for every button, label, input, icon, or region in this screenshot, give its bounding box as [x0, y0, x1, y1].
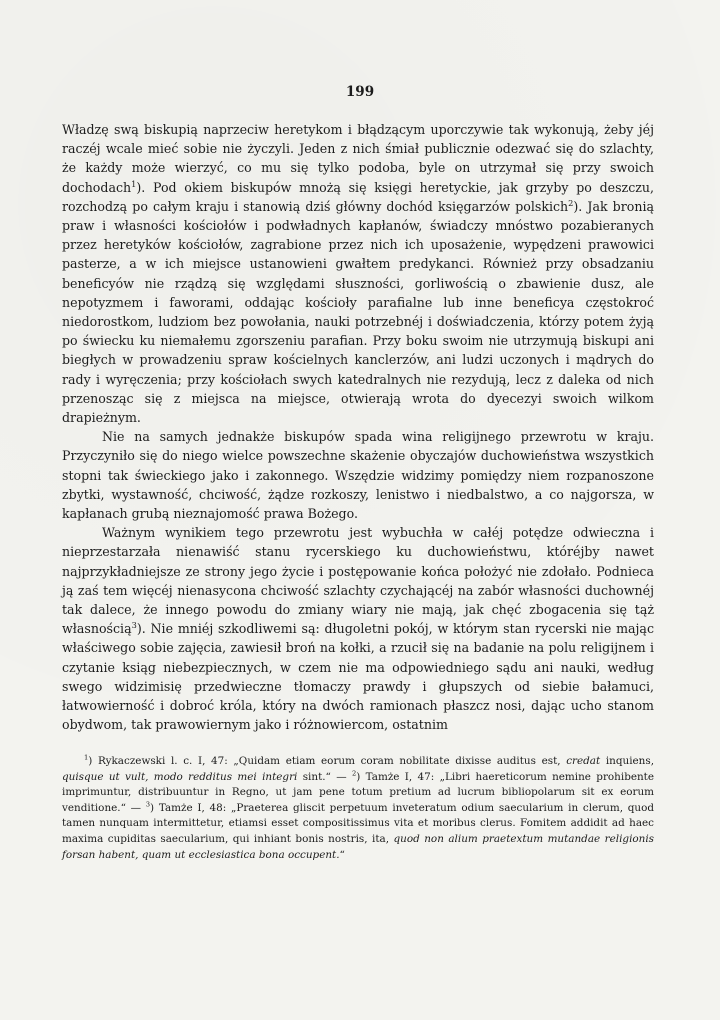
footnotes: [62, 754, 654, 863]
footnote-marker: 1: [84, 753, 89, 762]
paragraph: [62, 427, 654, 523]
text-run: “: [339, 848, 345, 861]
text-run: ) Tamże I, 48: „Praeterea gliscit perpetuum inveteratum odium saecularium in clerum, quod tamen nunquam intermittetur, etiamsi esset compositissimus vita et moribus clerus. Fomitem addidit ad haec maxima cupiditas saecularium, qui inhiant bonis nostris, ita,: [62, 801, 654, 845]
text-run: ). Nie mniéj szkodliwemi są: długoletni pokój, w którym stan rycerski nie mając właściwego sobie zajęcia, zawiesił broń na kołki, a rzucił się na badanie na polu religijnem i czytanie ksiąg niebezpiecznych, w czem nie ma odpowiedniego sądu ani nauki, według swego widzimisię przedwieczne tłomaczy prawdy i głupszych od siebie bałamuci, łatwowierność i dobroć króla, który na dwóch ramionach płaszcz nosi, dając ucho stanom obydwom, tak prawowiernym jako i różnowiercom, ostatnim: [62, 621, 654, 733]
italic-text: credat: [566, 755, 601, 767]
footnote-marker: 2: [568, 197, 574, 208]
text-run: ). Pod okiem biskupów mnożą się księgi heretyckie, jak grzyby po deszczu, rozchodzą po całym kraju i stanowią dziś główny dochód księgarzów polskich: [62, 179, 654, 214]
footnote-marker: 3: [145, 800, 151, 809]
text-run: inquiens,: [600, 755, 654, 767]
paragraph: [62, 523, 654, 734]
footnote-paragraph: [62, 754, 654, 863]
italic-text: quisque ut vult, modo redditus mei integri: [62, 770, 298, 783]
text-run: ) Tamże I, 47: „Libri haereticorum nemine prohibente imprimuntur, distribuuntur in Regno, ut jam pene totum pretium ad lucrum bibliopolarum sit ex eorum venditione.“ —: [62, 770, 655, 814]
footnote-marker: 2: [351, 769, 357, 778]
text-run: Nie na samych jednakże biskupów spada wina religijnego przewrotu w kraju. Przyczyniło się do niego wielce powszechne skażenie obyczajów duchowieństwa wszystkich stopni tak świeckiego jako i zakonnego. Wszędzie widzimy pomiędzy niem rozpanoszone zbytki, wystawność, chciwość, żądze rozkoszy, lenistwo i niedbalstwo, a co najgorsza, w kapłanach grubą nieznajomość prawa Bożego.: [62, 429, 654, 522]
text-run: Władzę swą biskupią naprzeciw heretykom i błądzącym uporczywie tak wykonują, żeby jéj raczéj wcale mieć sobie nie życzyli. Jeden z nich śmiał publicznie odezwać się do szlachty, że każdy może wierzyć, co mu się tylko podoba, byle on utrzymał się przy swoich dochodach: [62, 122, 654, 195]
footnote-marker: 3: [131, 620, 137, 631]
text-run: Ważnym wynikiem tego przewrotu jest wybuchła w całéj potędze odwieczna i nieprzestarzała nienawiść stanu rycerskiego ku duchowieństwu, któréjby nawet najprzykładniejsze ze strony jego życie i postępowanie końca położyć nie zdołało. Podnieca ją zaś tem więcéj nienasycona chciwość szlachty czychającéj na zabór własności duchownéj tak dalece, że innego powodu do zmiany wiary nie mają, jak chęć zbogacenia się tąż własnością: [62, 525, 654, 637]
text-run: ) Rykaczewski l. c. I, 47: „Quidam etiam eorum coram nobilitate dixisse auditus est,: [88, 755, 567, 767]
footnote-marker: 1: [131, 178, 137, 189]
paragraph: [62, 120, 654, 427]
body-text: [62, 120, 654, 735]
page-number: 199: [345, 84, 375, 100]
italic-text: quod non alium praetextum mutandae religionis forsan habent, quam ut ecclesiastica bona occupent.: [62, 832, 654, 861]
text-run: sint.“ —: [297, 770, 352, 783]
text-run: ). Jak bronią praw i własności kościołów i podwładnych kapłanów, świadczy mnóstwo pozabieranych przez heretyków kościołów, zagrabione przez nich ich uposażenie, wypędzeni prawowici pasterze, a w ich miejsce ustanowieni gwałtem predykanci. Również przy obsadzaniu beneficyów nie rządzą się względami słuszności, gorliwością o zbawienie dusz, ale nepotyzmem i faworami, oddając kościoły parafialne lub inne beneficya częstokroć niedorostkom, ludziom bez powołania, nauki potrzebnéj i doświadczenia, którzy potem żyją po świecku ku niemałemu zgorszeniu parafian. Przy boku swoim nie utrzymują biskupi ani biegłych w prowadzeniu spraw kościelnych kanclerzów, ani ludzi uczonych i mądrych do rady i wyręczenia; przy kościołach swych katedralnych nie rezydują, lecz z daleka od nich przenosząc się z miejsca na miejsce, otwierają wrota do dyecezyi swoich wilkom drapieżnym.: [62, 198, 654, 426]
